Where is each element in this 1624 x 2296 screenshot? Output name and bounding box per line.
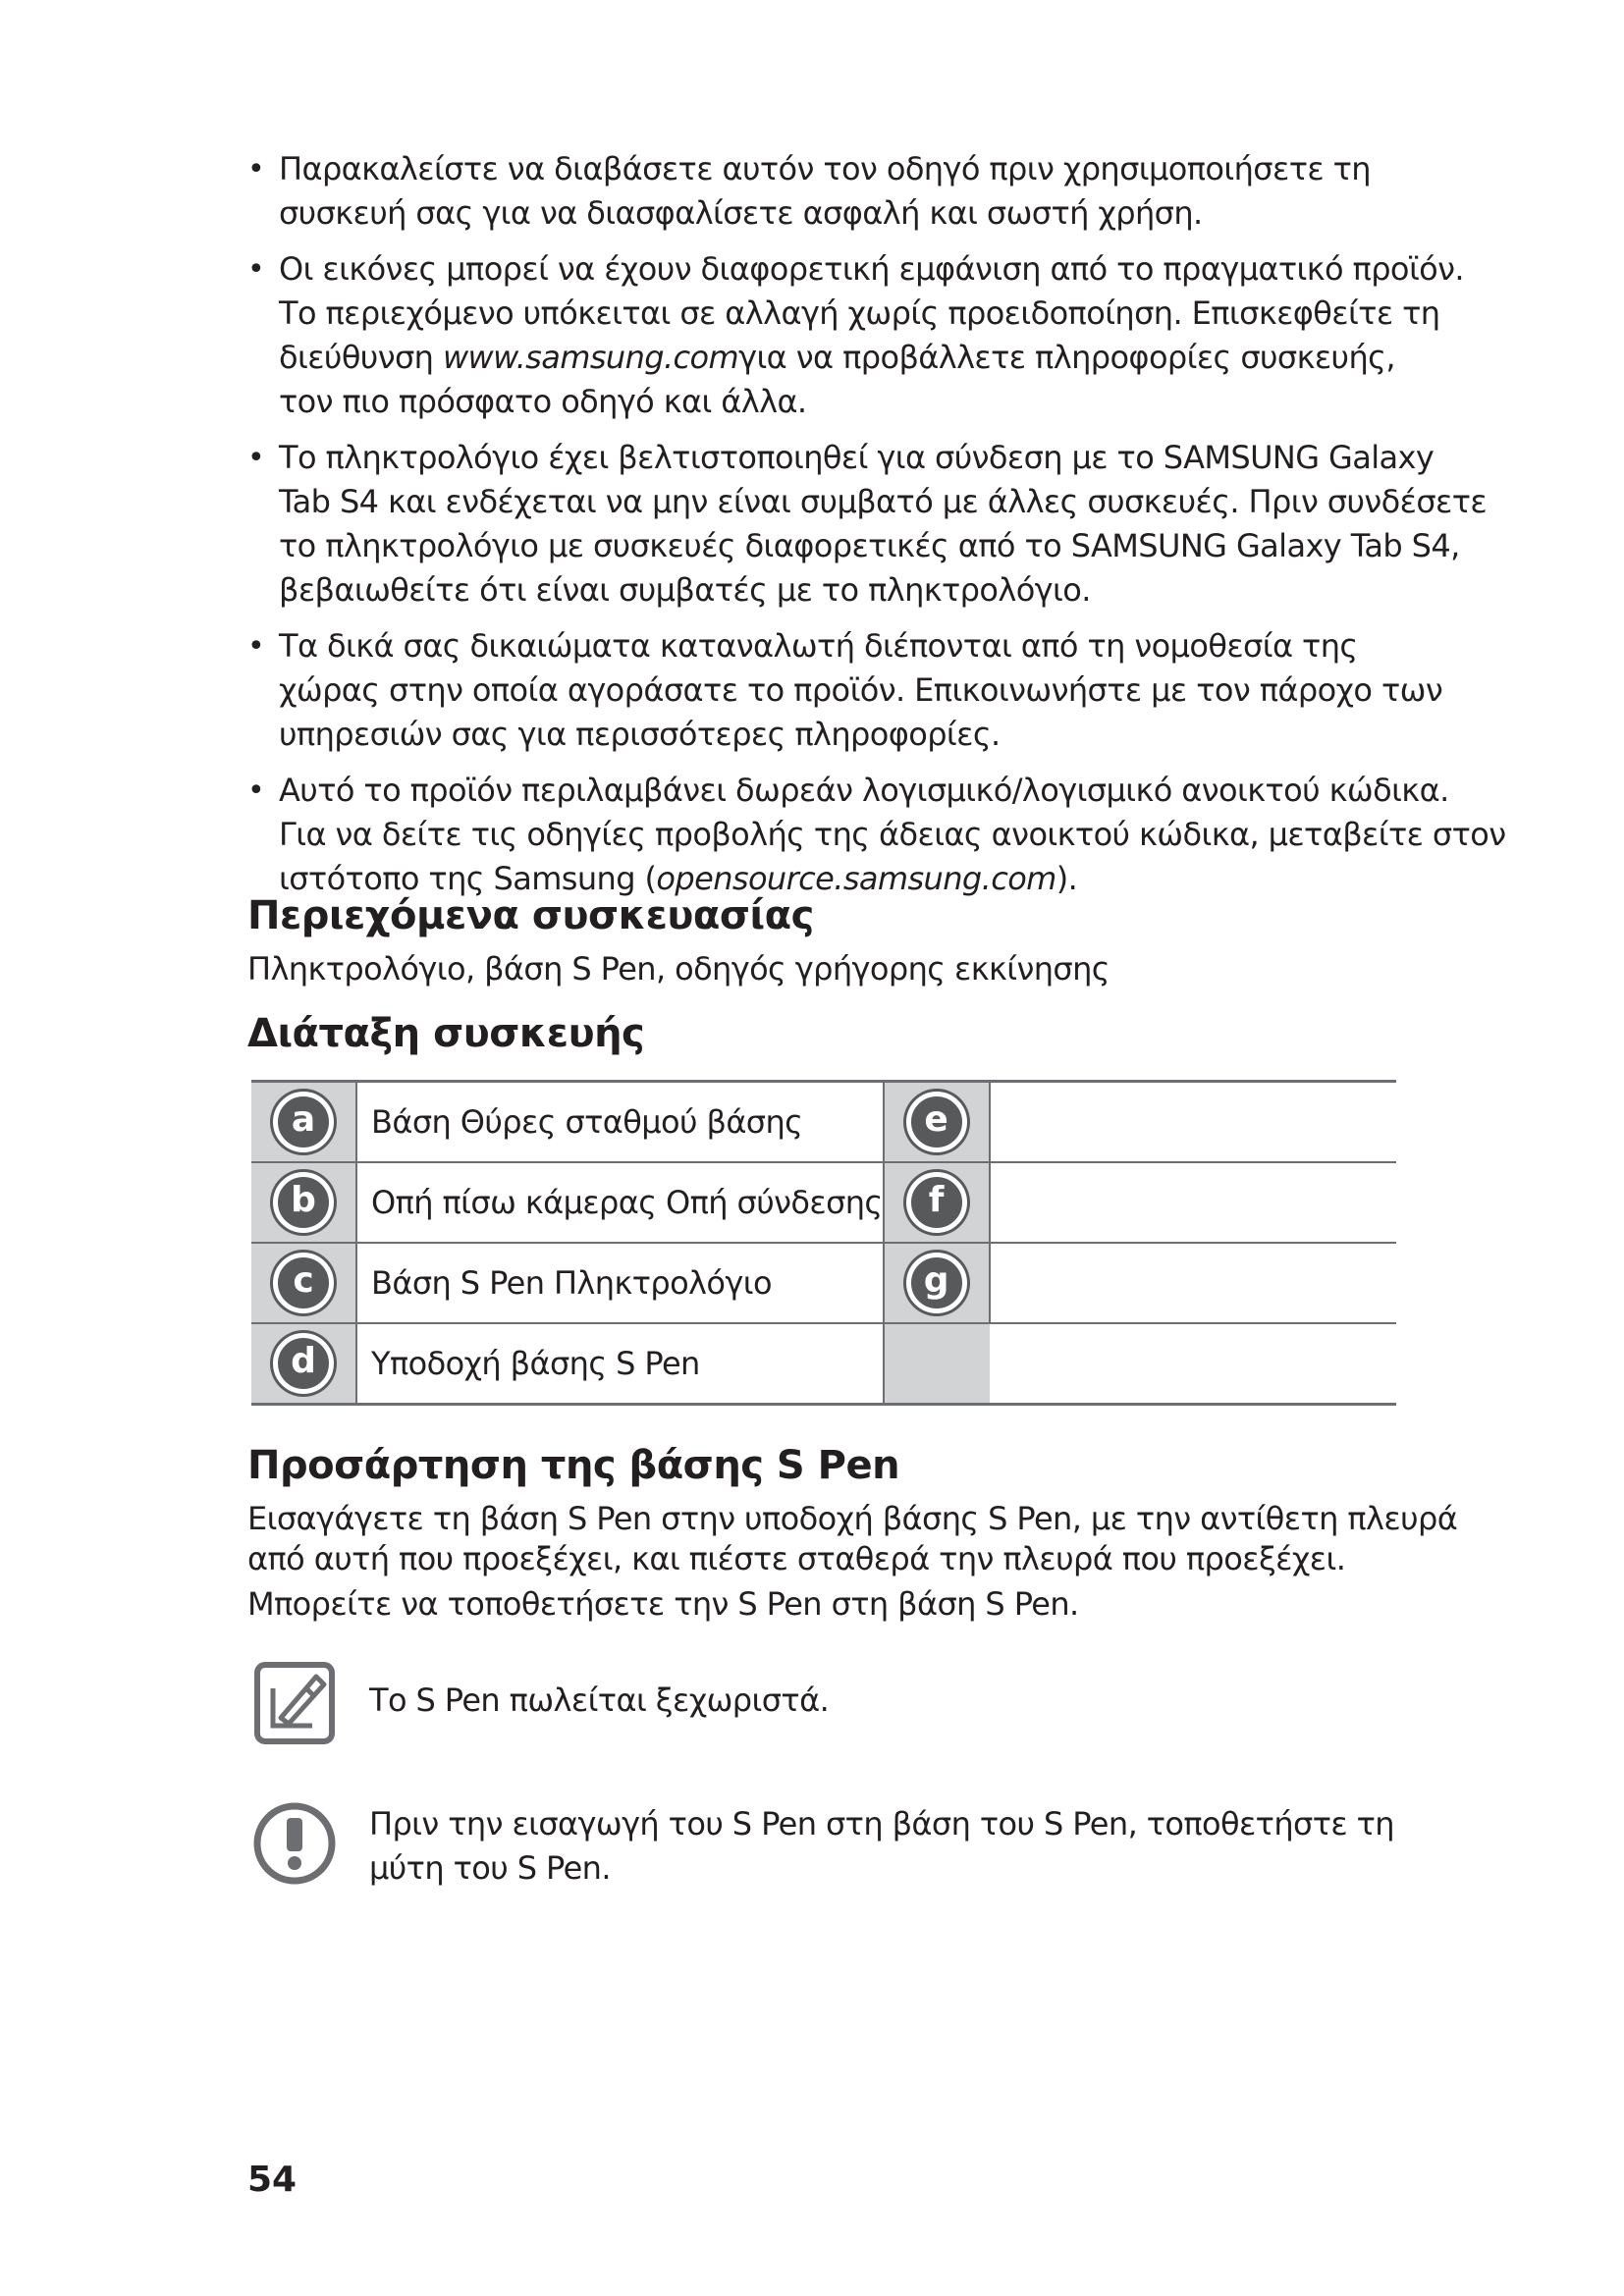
- callout-a-icon: a: [273, 1092, 334, 1152]
- bullet-dot-icon: •: [247, 252, 265, 287]
- caution-box: [251, 1796, 1400, 1895]
- bullet-line: Παρακαλείστε να διαβάσετε αυτόν τον οδηγό πριν χρησιμοποιήσετε τη: [279, 150, 1371, 187]
- callout-cell: [251, 1243, 356, 1323]
- bullet-line: Το πληκτρολόγιο έχει βελτιστοποιηθεί για σύνδεση με το SAMSUNG Galaxy: [279, 439, 1435, 476]
- bullet-line: [279, 336, 1406, 380]
- note-box: [251, 1659, 1400, 1752]
- callout-description: Βάση Θύρες σταθμού βάσης: [356, 1082, 884, 1163]
- page-number: 54: [247, 2160, 298, 2200]
- callout-g-icon: g: [906, 1253, 967, 1313]
- caution-exclamation-icon: [251, 1796, 340, 1885]
- callout-cell-empty: [884, 1323, 990, 1405]
- attach-instruction-line: Εισαγάγετε τη βάση S Pen στην υποδοχή βάσης S Pen, με την αντίθετη πλευρά: [247, 1500, 1458, 1537]
- table-row: [251, 1243, 1396, 1323]
- bullet-dot-icon: •: [247, 629, 265, 664]
- callout-cell: [884, 1243, 990, 1323]
- callout-cell: [251, 1162, 356, 1243]
- bullet-line: τον πιο πρόσφατο οδηγό και άλλα.: [279, 383, 807, 420]
- bullet-item: [247, 624, 1443, 757]
- callout-description: Βάση S Pen Πληκτρολόγιο: [356, 1243, 884, 1323]
- samsung-website-link[interactable]: www.samsung.com: [442, 339, 739, 376]
- callout-e-icon: e: [906, 1092, 967, 1152]
- callout-description: Οπή πίσω κάμερας Οπή σύνδεσης: [356, 1162, 884, 1243]
- caution-text-line: μύτη του S Pen.: [369, 1849, 611, 1887]
- opensource-website-link[interactable]: opensource.samsung.com: [656, 860, 1056, 897]
- callout-f-icon: f: [906, 1172, 967, 1233]
- callout-d-icon: d: [273, 1333, 334, 1394]
- callout-description-empty: [990, 1082, 1396, 1163]
- bullet-line: Αυτό το προϊόν περιλαμβάνει δωρεάν λογισμικό/λογισμικό ανοικτού κώδικα.: [279, 772, 1449, 809]
- note-text: Το S Pen πωλείται ξεχωριστά.: [369, 1682, 830, 1719]
- bullet-line: Tab S4 και ενδέχεται να μην είναι συμβατό με άλλες συσκευές. Πριν συνδέσετε: [279, 483, 1488, 520]
- bullet-line: Το περιεχόμενο υπόκειται σε αλλαγή χωρίς προειδοποίηση. Επισκεφθείτε τη: [279, 294, 1440, 332]
- package-contents-heading: Περιεχόμενα συσκευασίας: [247, 893, 814, 938]
- bullet-item: [247, 769, 1506, 901]
- caution-text-line: Πριν την εισαγωγή του S Pen στη βάση του S Pen, τοποθετήστε τη: [369, 1805, 1394, 1842]
- attach-instruction-line: Μπορείτε να τοποθετήσετε την S Pen στη βάση S Pen.: [247, 1585, 1079, 1623]
- callout-cell: [884, 1162, 990, 1243]
- bullet-item: [247, 436, 1488, 613]
- bullet-line: Τα δικά σας δικαιώματα καταναλωτή διέπονται από τη νομοθεσία της: [279, 627, 1358, 665]
- callout-description: Υποδοχή βάσης S Pen: [356, 1323, 884, 1405]
- bullet-item: [247, 247, 1464, 424]
- bullet-dot-icon: •: [247, 152, 265, 187]
- bullet-line: Οι εικόνες μπορεί να έχουν διαφορετική εμφάνιση από το πραγματικό προϊόν.: [279, 250, 1464, 288]
- table-row: [251, 1162, 1396, 1243]
- attach-spen-holder-heading: Προσάρτηση της βάσης S Pen: [247, 1443, 900, 1488]
- callout-description-empty: [990, 1243, 1396, 1323]
- bullet-text: για να προβάλλετε πληροφορίες συσκευής,: [738, 339, 1395, 376]
- callout-cell: [251, 1323, 356, 1405]
- callout-description-empty: [990, 1323, 1396, 1405]
- device-layout-table: [251, 1080, 1396, 1406]
- bullet-line: υπηρεσιών σας για περισσότερες πληροφορίες.: [279, 716, 1001, 753]
- bullet-text: διεύθυνση: [279, 339, 443, 376]
- bullet-dot-icon: •: [247, 774, 265, 808]
- callout-cell: [251, 1082, 356, 1163]
- bullet-line: Για να δείτε τις οδηγίες προβολής της άδειας ανοικτού κώδικα, μεταβείτε στον: [279, 816, 1506, 853]
- bullet-line: το πληκτρολόγιο με συσκευές διαφορετικές από το SAMSUNG Galaxy Tab S4,: [279, 527, 1460, 564]
- bullet-line: βεβαιωθείτε ότι είναι συμβατές με το πληκτρολόγιο.: [279, 571, 1091, 609]
- callout-description-empty: [990, 1162, 1396, 1243]
- table-row: [251, 1082, 1396, 1163]
- callout-c-icon: c: [273, 1253, 334, 1313]
- bullet-text: ).: [1056, 860, 1078, 897]
- callout-cell: [884, 1082, 990, 1163]
- note-pencil-icon: [251, 1659, 340, 1747]
- table-row: [251, 1323, 1396, 1405]
- attach-instruction-line: από αυτή που προεξέχει, και πιέστε σταθερά την πλευρά που προεξέχει.: [247, 1540, 1346, 1577]
- intro-bullet-list: [247, 147, 1506, 913]
- bullet-text: ιστότοπο της Samsung (: [279, 860, 657, 897]
- bullet-item: [247, 147, 1406, 236]
- bullet-line: συσκευή σας για να διασφαλίσετε ασφαλή και σωστή χρήση.: [279, 194, 1203, 232]
- device-layout-heading: Διάταξη συσκευής: [247, 1011, 645, 1056]
- bullet-dot-icon: •: [247, 441, 265, 475]
- package-contents-text: Πληκτρολόγιο, βάση S Pen, οδηγός γρήγορης εκκίνησης: [247, 950, 1110, 988]
- callout-b-icon: b: [273, 1172, 334, 1233]
- bullet-line: χώρας στην οποία αγοράσατε το προϊόν. Επικοινωνήστε με τον πάροχο των: [279, 671, 1443, 709]
